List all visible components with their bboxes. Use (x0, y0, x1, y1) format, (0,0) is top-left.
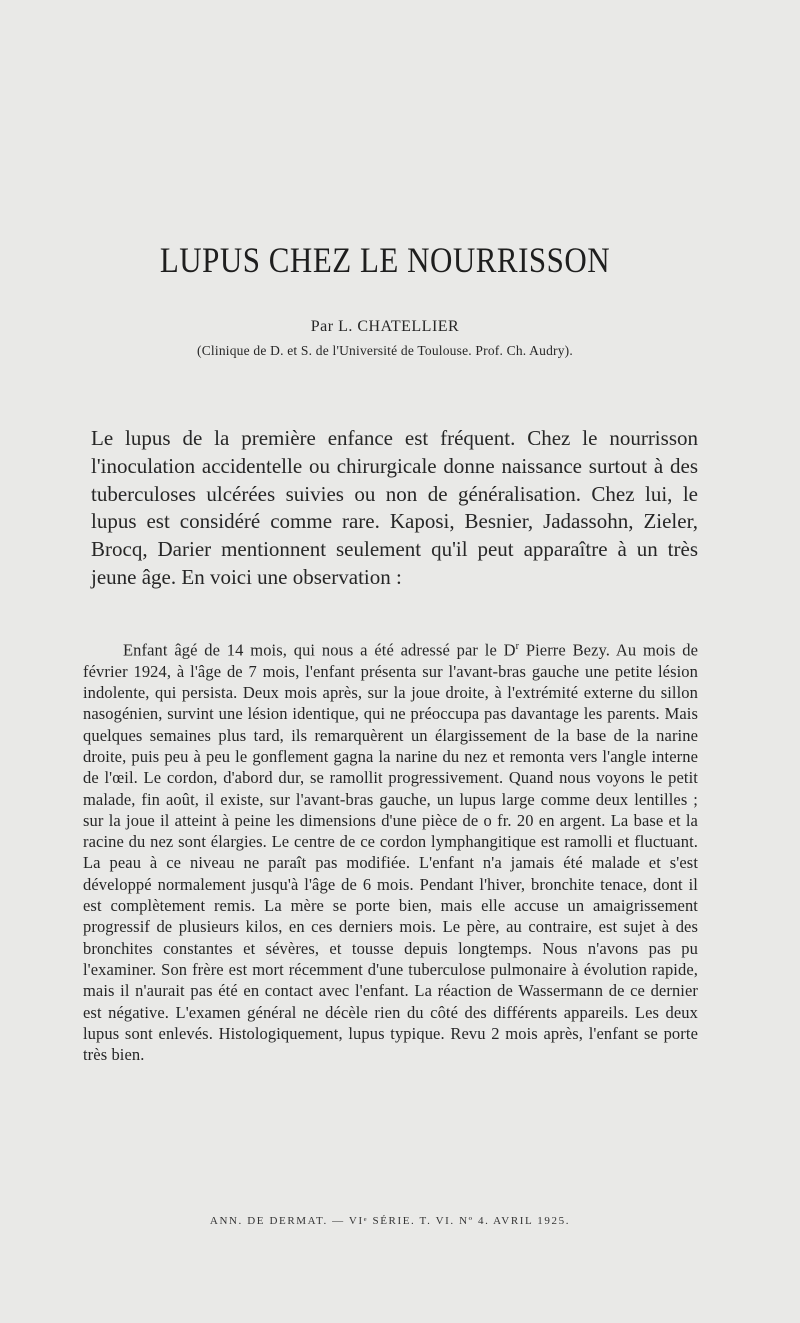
observation-paragraph (83, 636, 698, 1065)
observation-rest: Pierre Bezy. Au mois de février 1924, à l'âge de 7 mois, l'enfant présenta sur l'avant-bras gauche une petite lésion indolente, qui persista. Deux mois après, sur la joue droite, à l'extrémité externe du sillon nasogénien, survint une lésion identique, qui ne préoccupa pas davantage les parents. Mais quelques semaines plus tard, ils remarquèrent un élargissement de la base de la narine droite, puis peu à peu le gonflement gagna la narine du nez et remonta vers l'angle interne de l'œil. Le cordon, d'abord dur, se ramollit progressivement. Quand nous voyons le petit malade, fin août, il existe, sur l'avant-bras gauche, un lupus large comme deux lentilles ; sur la joue il atteint à peine les dimensions d'une pièce de o fr. 20 en argent. La base et la racine du nez sont élargies. Le centre de ce cordon lymphangitique est ramolli et fluctuant. La peau à ce niveau ne paraît pas modifiée. L'enfant n'a jamais été malade et s'est développé normalement jusqu'à l'âge de 6 mois. Pendant l'hiver, bronchite tenace, dont il est complètement remis. La mère se porte bien, mais elle accuse un amaigrissement progressif de plusieurs kilos, en ces derniers mois. Le père, au contraire, est sujet à des bronchites constantes et sévères, et tousse depuis longtemps. Nous n'avons pas pu l'examiner. Son frère est mort récemment d'une tuberculose pulmonaire à évolution rapide, mais il n'aurait pas été en contact avec l'enfant. La réaction de Wassermann de ce dernier est négative. L'examen général ne décèle rien du côté des différents appareils. Les deux lupus sont enlevés. Histologiquement, lupus typique. Revu 2 mois après, l'enfant se porte très bien. (83, 640, 699, 1065)
observation-start: Enfant âgé de 14 mois, qui nous a été adressé par le D (123, 640, 516, 660)
article-title: LUPUS CHEZ LE NOURRISSON (159, 240, 611, 281)
intro-paragraph (91, 425, 698, 592)
page-footer: ANN. DE DERMAT. — VIᵉ SÉRIE. T. VI. Nº 4. AVRIL 1925. (209, 1215, 571, 1227)
author-line: Par L. CHATELLIER (310, 318, 460, 335)
affiliation-line: (Clinique de D. et S. de l'Université de Toulouse. Prof. Ch. Audry). (197, 343, 573, 358)
doctor-superscript: r (515, 641, 520, 652)
observation-text (83, 636, 698, 1065)
intro-text: Le lupus de la première enfance est fréquent. Chez le nourrisson l'inoculation accidentelle ou chirurgicale donne naissance surtout à des tuberculoses ulcérées suivies ou non de généralisation. Chez lui, le lupus est considéré comme rare. Kaposi, Besnier, Jadassohn, Zieler, Brocq, Darier mentionnent seulement qu'il peut apparaître à un très jeune âge. En voici une observation : (91, 426, 698, 589)
